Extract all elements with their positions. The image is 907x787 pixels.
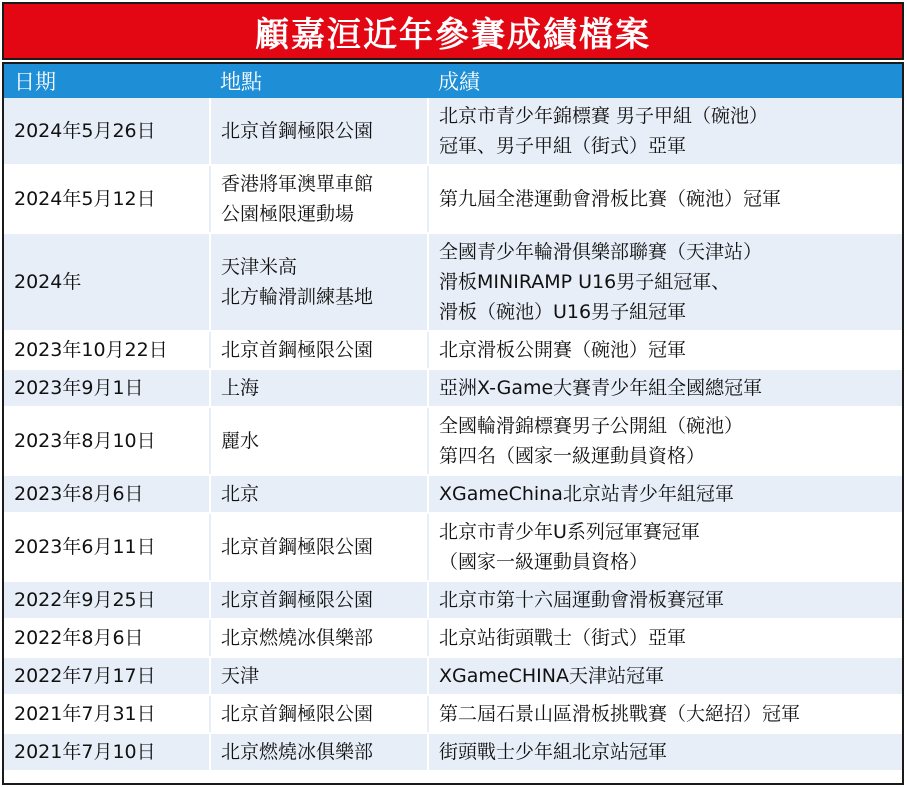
cell-venue: 北京首鋼極限公園	[210, 513, 428, 581]
cell-venue: 北京燃燒冰俱樂部	[210, 733, 428, 771]
cell-date: 2022年8月6日	[4, 619, 210, 657]
table-row	[4, 98, 902, 165]
cell-result: 北京市第十六屆運動會滑板賽冠軍	[428, 581, 902, 619]
table-row	[4, 695, 902, 733]
cell-venue: 北京燃燒冰俱樂部	[210, 619, 428, 657]
cell-venue: 天津米高 北方輪滑訓練基地	[210, 233, 428, 331]
cell-result: 第九屆全港運動會滑板比賽（碗池）冠軍	[428, 165, 902, 233]
cell-venue: 北京首鋼極限公園	[210, 331, 428, 369]
header-result: 成績	[428, 64, 902, 98]
title-banner	[2, 2, 904, 60]
cell-result: 北京滑板公開賽（碗池）冠軍	[428, 331, 902, 369]
cell-venue: 北京首鋼極限公園	[210, 695, 428, 733]
cell-date: 2024年5月26日	[4, 98, 210, 165]
cell-date: 2022年7月17日	[4, 657, 210, 695]
table-row	[4, 407, 902, 475]
table-header-row	[4, 64, 902, 98]
cell-result: 北京市青少年錦標賽 男子甲組（碗池） 冠軍、男子甲組（街式）亞軍	[428, 98, 902, 165]
cell-date: 2023年10月22日	[4, 331, 210, 369]
table-row	[4, 331, 902, 369]
cell-venue: 麗水	[210, 407, 428, 475]
cell-venue: 北京首鋼極限公園	[210, 581, 428, 619]
cell-venue: 北京	[210, 475, 428, 513]
cell-result: 第二屆石景山區滑板挑戰賽（大絕招）冠軍	[428, 695, 902, 733]
cell-date: 2023年9月1日	[4, 369, 210, 407]
cell-result: XGameChina北京站青少年組冠軍	[428, 475, 902, 513]
cell-result: 亞洲X-Game大賽青少年組全國總冠軍	[428, 369, 902, 407]
cell-venue: 天津	[210, 657, 428, 695]
table-row	[4, 513, 902, 581]
table-row	[4, 475, 902, 513]
cell-date: 2021年7月10日	[4, 733, 210, 771]
cell-result: XGameCHINA天津站冠軍	[428, 657, 902, 695]
cell-date: 2022年9月25日	[4, 581, 210, 619]
table-row	[4, 165, 902, 233]
results-table-container	[2, 62, 904, 785]
cell-date: 2024年5月12日	[4, 165, 210, 233]
cell-date: 2023年6月11日	[4, 513, 210, 581]
table-row	[4, 733, 902, 771]
table-row	[4, 369, 902, 407]
cell-result: 全國青少年輪滑俱樂部聯賽（天津站） 滑板MINIRAMP U16男子組冠軍、 滑板（碗池）U16男子組冠軍	[428, 233, 902, 331]
page-title: 顧嘉洹近年參賽成績檔案	[255, 14, 651, 55]
cell-date: 2023年8月10日	[4, 407, 210, 475]
header-venue: 地點	[210, 64, 428, 98]
cell-date: 2023年8月6日	[4, 475, 210, 513]
header-date: 日期	[4, 64, 210, 98]
cell-date: 2021年7月31日	[4, 695, 210, 733]
cell-venue: 香港將軍澳單車館 公園極限運動場	[210, 165, 428, 233]
cell-date: 2024年	[4, 233, 210, 331]
table-row	[4, 581, 902, 619]
cell-result: 北京站街頭戰士（街式）亞軍	[428, 619, 902, 657]
table-row	[4, 657, 902, 695]
cell-result: 北京市青少年U系列冠軍賽冠軍 （國家一級運動員資格）	[428, 513, 902, 581]
results-table	[4, 64, 902, 772]
table-row	[4, 233, 902, 331]
table-row	[4, 619, 902, 657]
cell-venue: 上海	[210, 369, 428, 407]
cell-result: 全國輪滑錦標賽男子公開組（碗池） 第四名（國家一級運動員資格）	[428, 407, 902, 475]
cell-result: 街頭戰士少年組北京站冠軍	[428, 733, 902, 771]
cell-venue: 北京首鋼極限公園	[210, 98, 428, 165]
